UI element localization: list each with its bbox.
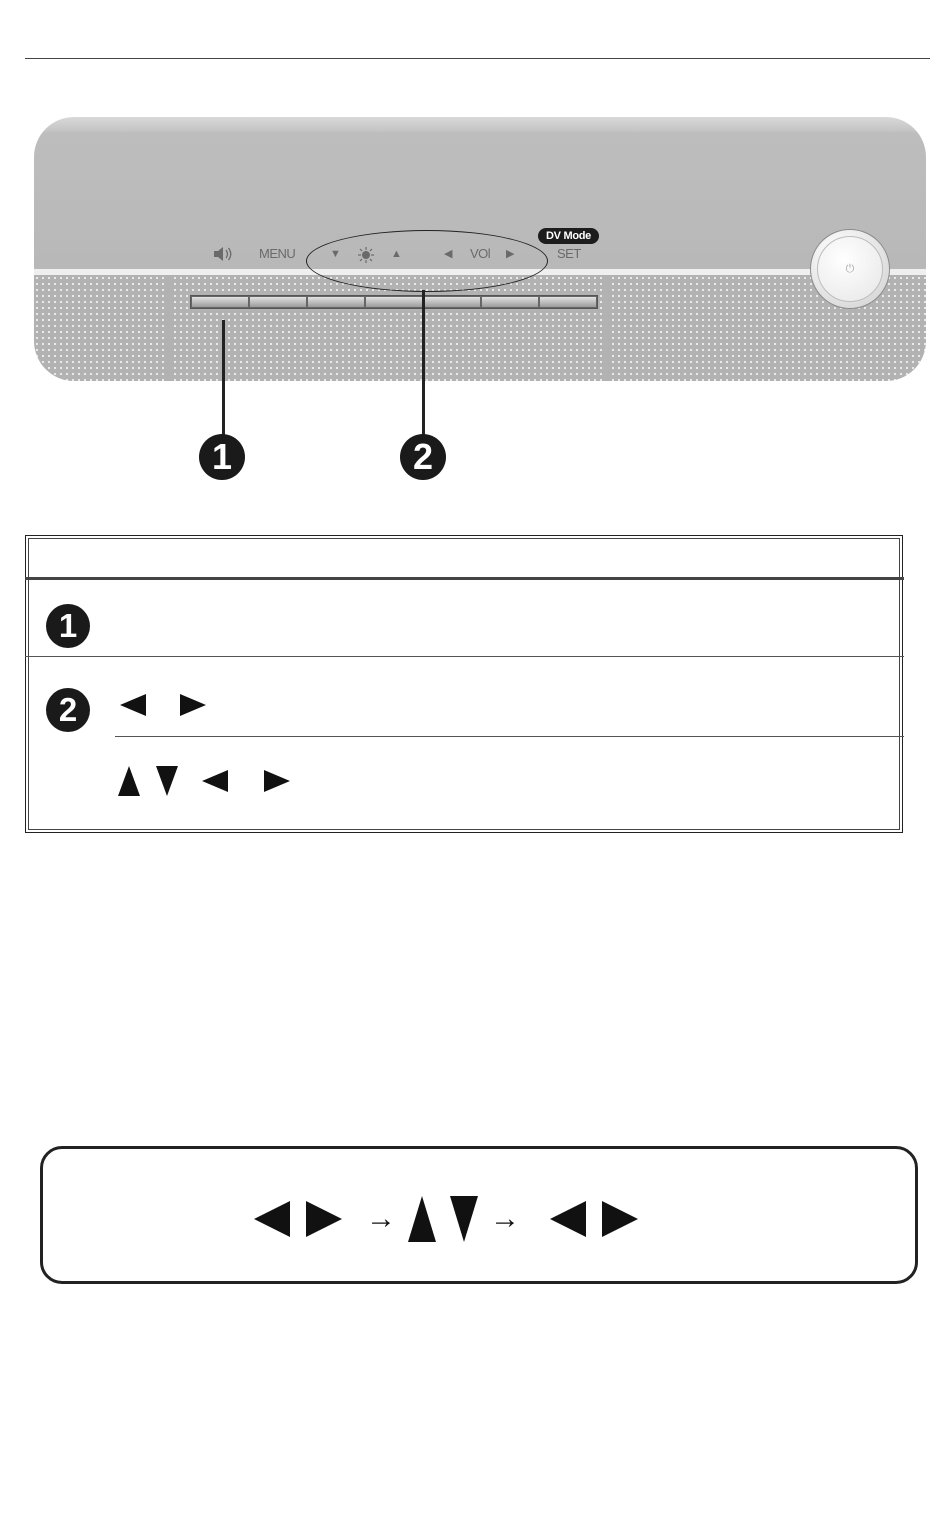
- right-arrow-icon: [602, 1201, 638, 1237]
- table-subrow-rule: [115, 736, 904, 737]
- callout-2-leader: [422, 290, 425, 436]
- down-arrow-label: ▼: [330, 248, 341, 260]
- up-arrow-icon: [408, 1196, 436, 1242]
- table-header-rule: [25, 577, 904, 580]
- right-arrow-icon: [306, 1201, 342, 1237]
- left-arrow-icon: [120, 694, 146, 716]
- up-arrow-icon: [118, 766, 140, 796]
- callout-2-circle: 2: [400, 434, 446, 480]
- left-arrow-icon: [550, 1201, 586, 1237]
- vol-label: VOl: [470, 246, 491, 261]
- menu-label: MENU: [259, 246, 296, 261]
- row2-arrows-all: [118, 766, 290, 796]
- left-arrow-icon: [202, 770, 228, 792]
- left-arrow-label: ◀: [444, 248, 453, 260]
- callout-ellipse: [306, 230, 548, 292]
- callout-1-leader: [222, 320, 225, 436]
- right-button[interactable]: [482, 297, 538, 307]
- volume-button[interactable]: [192, 297, 248, 307]
- control-button-strip: [190, 295, 598, 309]
- row2-arrows-left-right: [120, 694, 206, 716]
- dv-mode-badge: DV Mode: [538, 228, 599, 244]
- table-row-rule: [25, 656, 904, 657]
- down-button[interactable]: [308, 297, 364, 307]
- power-icon: ⏻: [817, 236, 883, 302]
- up-arrow-label: ▲: [391, 248, 402, 260]
- page-top-rule: [25, 58, 930, 59]
- callout-1-circle: 1: [199, 434, 245, 480]
- menu-button[interactable]: [250, 297, 306, 307]
- left-button[interactable]: [424, 297, 480, 307]
- table-row-2-number: 2: [46, 688, 90, 732]
- power-button[interactable]: [810, 229, 890, 309]
- right-arrow-icon: [264, 770, 290, 792]
- right-arrow-icon: [180, 694, 206, 716]
- up-button[interactable]: [366, 297, 422, 307]
- grille-gap-left: [164, 277, 174, 381]
- set-button[interactable]: [540, 297, 596, 307]
- speaker-icon: [213, 247, 233, 261]
- down-arrow-icon: [450, 1196, 478, 1242]
- down-arrow-icon: [156, 766, 178, 796]
- set-label: SET: [557, 246, 581, 261]
- sequence-arrow-2: →: [490, 1202, 520, 1235]
- right-arrow-label: ▶: [506, 248, 515, 260]
- left-arrow-icon: [254, 1201, 290, 1237]
- sequence-arrow-1: →: [366, 1202, 396, 1235]
- sequence-row: [254, 1196, 638, 1242]
- table-row-1-number: 1: [46, 604, 90, 648]
- grille-gap-right: [606, 277, 612, 381]
